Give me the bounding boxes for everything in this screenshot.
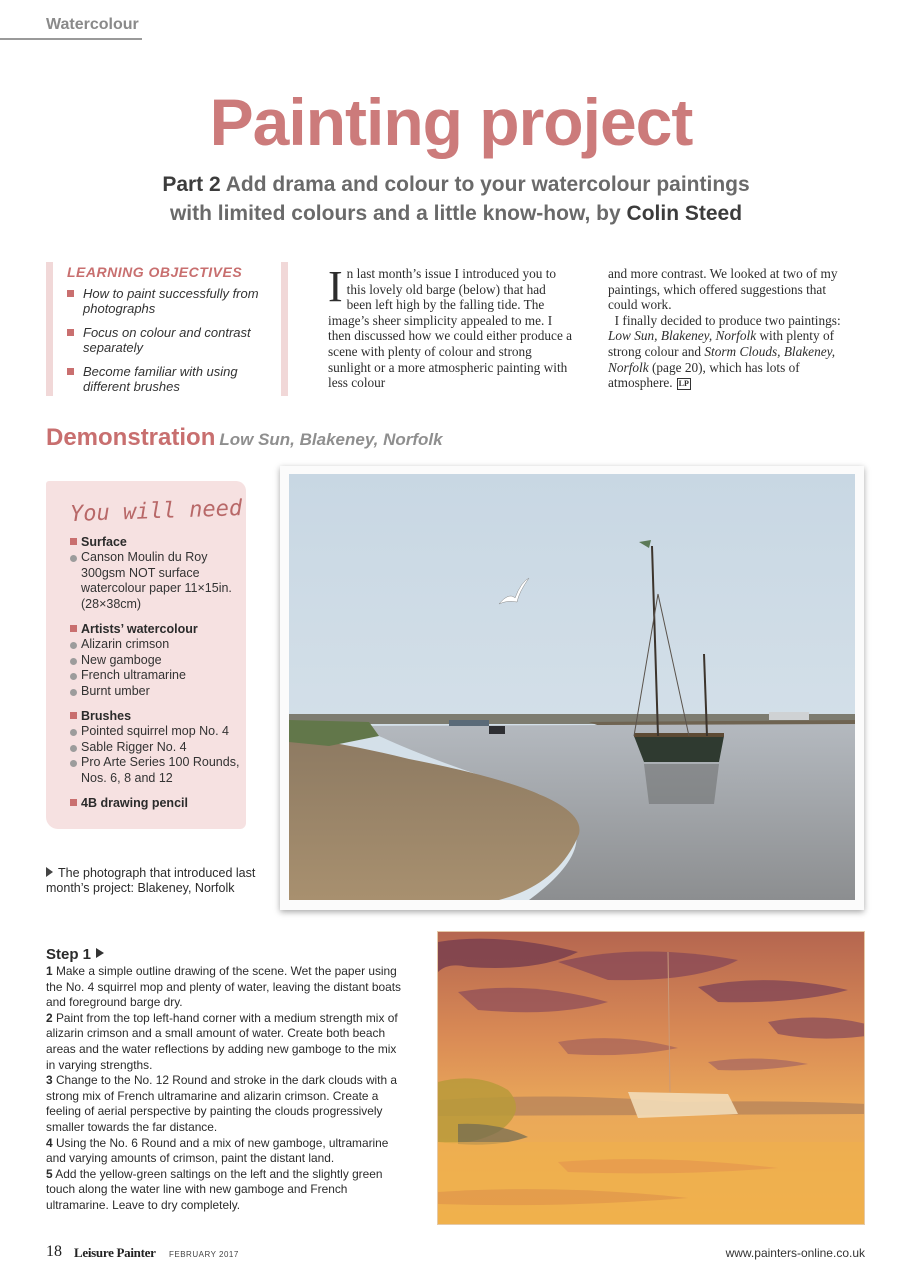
- dot-bullet-icon: [70, 729, 77, 736]
- dot-bullet-icon: [70, 642, 77, 649]
- materials-group-title: Artists’ watercolour: [70, 621, 246, 637]
- intro-text-4: with plenty of strong colour and: [608, 328, 835, 359]
- intro-text-1: n last month’s issue I introduced you to this lovely old barge (below) that had been left high by the falling tide. The image’s sheer simplicity appealed to me. I then discussed how we could either produce a scene with plenty of colour and strong sunlight or a more atmospheric painting with less colour: [328, 266, 573, 391]
- drop-cap: I: [328, 262, 343, 311]
- photo-caption-text: The photograph that introduced last month’s project: Blakeney, Norfolk: [46, 866, 256, 895]
- demonstration-title: Low Sun, Blakeney, Norfolk: [219, 430, 443, 449]
- square-bullet-icon: [67, 290, 74, 297]
- magazine-logo: Leisure Painter: [74, 1245, 156, 1260]
- subtitle-text-2: with limited colours and a little know-how, by: [169, 202, 621, 225]
- section-tag: Watercolour: [46, 16, 139, 33]
- subtitle-part: Part 2: [162, 173, 221, 196]
- objective-item: [67, 325, 272, 355]
- step-item: [46, 1011, 402, 1073]
- step-number: 4: [46, 1135, 53, 1150]
- demonstration-heading: [46, 424, 443, 452]
- intro-text-2: and more contrast. We looked at two of my paintings, which offered suggestions that could work.: [608, 266, 838, 313]
- step-text: Change to the No. 12 Round and stroke in the dark clouds with a strong mix of French ultramarine and alizarin crimson. Create a feeling of aerial perspective by painting the clouds progressively smaller towards the far distance.: [46, 1073, 398, 1134]
- step-1-painting-image: [438, 932, 865, 1225]
- dot-bullet-icon: [70, 658, 77, 665]
- reference-photo-frame: [280, 466, 864, 910]
- materials-item-text: Canson Moulin du Roy 300gsm NOT surface watercolour paper 11×15in. (28×38cm): [81, 550, 232, 611]
- step-instructions: [46, 964, 402, 1214]
- materials-group-title: Brushes: [70, 708, 246, 724]
- objective-item: [67, 364, 272, 394]
- reference-photo-image: [289, 474, 855, 900]
- step-number: 2: [46, 1010, 53, 1025]
- step-text: Paint from the top left-hand corner with a medium strength mix of alizarin crimson and a small amount of water. Create both beach areas and the water reflections by adding new gamboge to the mix in varying strengths.: [46, 1010, 398, 1072]
- learning-objectives-box: [46, 262, 288, 396]
- step-item: [46, 1136, 402, 1167]
- page-number: 18: [46, 1243, 62, 1260]
- materials-group: [70, 534, 246, 612]
- objective-text: How to paint successfully from photographs: [83, 286, 259, 316]
- triangle-right-icon: [96, 948, 104, 958]
- painting-title-1: Low Sun, Blakeney, Norfolk: [608, 328, 757, 344]
- dot-bullet-icon: [70, 689, 77, 696]
- materials-box: [46, 481, 246, 829]
- intro-text-5: (page 20), which has lots of atmosphere.: [608, 359, 800, 391]
- step-number: 5: [46, 1166, 53, 1181]
- materials-group: [70, 621, 246, 699]
- dot-bullet-icon: [70, 760, 77, 767]
- triangle-right-icon: [46, 867, 53, 877]
- step-heading: [46, 946, 104, 963]
- photo-caption: [46, 866, 266, 896]
- step-number: 3: [46, 1073, 53, 1088]
- materials-item-text: Sable Rigger No. 4: [81, 739, 187, 754]
- step-text: Add the yellow-green saltings on the left and the slightly green touch along the water line with new gamboge and French ultramarine. Leave to dry completely.: [46, 1166, 383, 1212]
- intro-column-1: [328, 262, 574, 391]
- materials-item-text: Alizarin crimson: [81, 637, 170, 651]
- page-title: Painting project: [209, 85, 693, 159]
- materials-group: [70, 795, 246, 811]
- materials-title: You will need: [69, 496, 243, 528]
- dot-bullet-icon: [70, 745, 77, 752]
- step-text: Make a simple outline drawing of the scene. Wet the paper using the No. 4 squirrel mop and plenty of water, leaving the distant boats and foreground barge dry.: [46, 964, 401, 1010]
- materials-item-text: Pro Arte Series 100 Rounds, Nos. 6, 8 and 12: [81, 755, 240, 785]
- square-bullet-icon: [67, 368, 74, 375]
- subtitle-author: Colin Steed: [626, 202, 743, 225]
- step-item: [46, 964, 402, 1011]
- painting-title-2: Storm Clouds, Blakeney, Norfolk: [608, 343, 836, 375]
- step-number: 1: [46, 964, 53, 978]
- intro-column-2: [608, 266, 858, 391]
- materials-item: [70, 550, 240, 612]
- materials-item: [70, 724, 240, 740]
- materials-item-text: Burnt umber: [81, 683, 150, 698]
- page-subtitle: [100, 170, 812, 228]
- materials-item-text: Pointed squirrel mop No. 4: [81, 724, 229, 738]
- end-mark-icon: LP: [678, 379, 689, 389]
- step-1-painting: [437, 931, 865, 1225]
- materials-group-title: 4B drawing pencil: [70, 795, 246, 811]
- objectives-heading: LEARNING OBJECTIVES: [67, 264, 243, 280]
- issue-date: FEBRUARY 2017: [169, 1250, 239, 1259]
- materials-item: [70, 668, 240, 684]
- materials-item: [70, 637, 240, 653]
- intro-text-3: I finally decided to produce two paintings:: [614, 312, 841, 328]
- step-item: [46, 1073, 402, 1135]
- materials-group-title: Surface: [70, 534, 246, 550]
- dot-bullet-icon: [70, 673, 77, 680]
- objective-item: [67, 286, 272, 316]
- reference-photo: [289, 474, 855, 900]
- dot-bullet-icon: [70, 555, 77, 562]
- step-text: Using the No. 6 Round and a mix of new gamboge, ultramarine and varying amounts of crimson, paint the distant land.: [46, 1135, 389, 1166]
- website-url: www.painters-online.co.uk: [725, 1246, 865, 1260]
- step-heading-text: Step 1: [46, 946, 92, 963]
- objective-text: Focus on colour and contrast separately: [83, 325, 251, 355]
- materials-item-text: New gamboge: [81, 652, 162, 667]
- materials-item-text: French ultramarine: [81, 668, 186, 682]
- materials-group: [70, 708, 246, 786]
- step-item: [46, 1167, 402, 1214]
- square-bullet-icon: [67, 329, 74, 336]
- materials-item: [70, 684, 240, 700]
- demonstration-label: Demonstration: [46, 424, 216, 451]
- objective-text: Become familiar with using different brushes: [83, 364, 238, 394]
- materials-item: [70, 653, 240, 669]
- materials-item: [70, 740, 240, 756]
- materials-item: [70, 755, 240, 786]
- subtitle-text-1: Add drama and colour to your watercolour paintings: [225, 173, 750, 196]
- section-rule: [0, 38, 142, 40]
